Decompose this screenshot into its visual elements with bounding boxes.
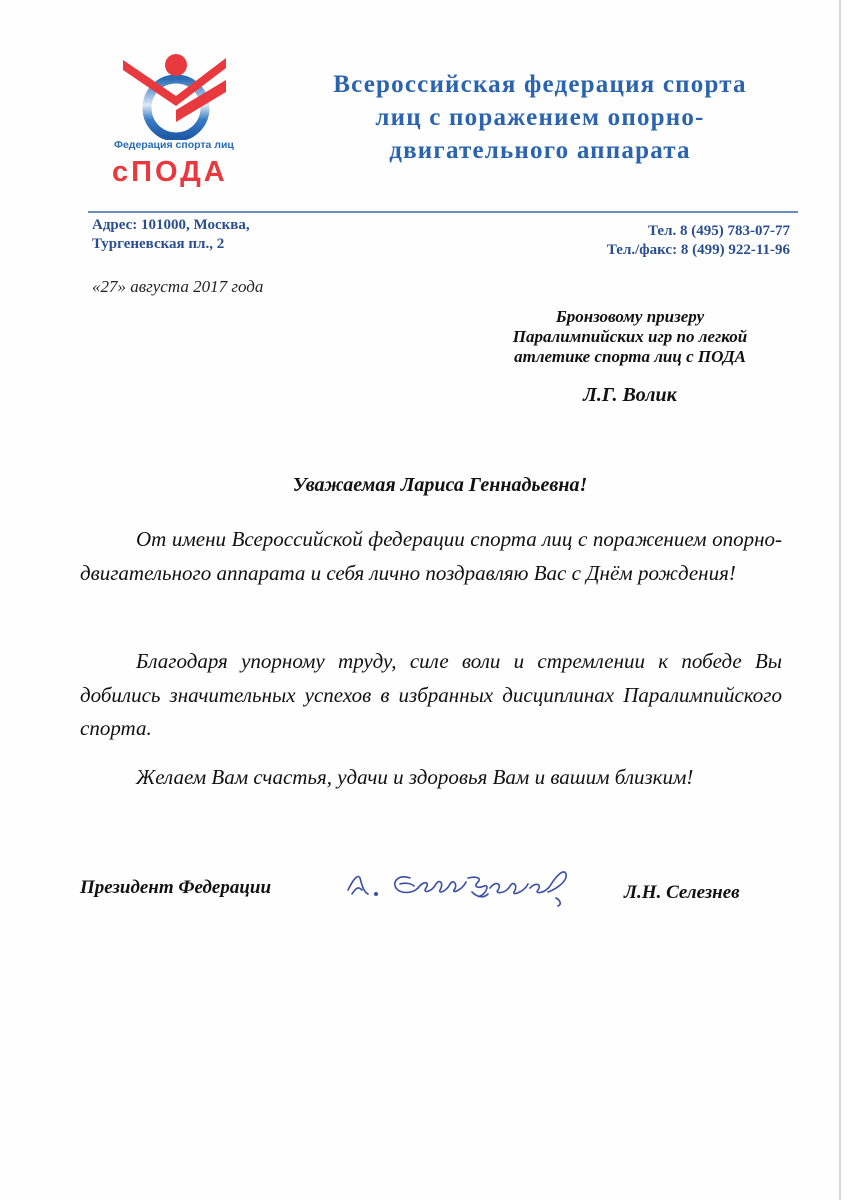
recipient-block [470, 307, 790, 367]
salutation: Уважаемая Лариса Геннадьевна! [292, 474, 588, 496]
federation-logo [108, 48, 258, 193]
phone-block [607, 222, 790, 260]
signatory-title: Президент Федерации [80, 877, 272, 898]
handwritten-signature [340, 864, 600, 919]
logo-brand: сПОДА [112, 156, 228, 188]
scan-edge [839, 0, 841, 1200]
body-paragraph: Благодаря упорному труду, силе воли и стремлении к победе Вы добились значительных успехов в избранных дисциплинах Паралимпийского спорта. [80, 649, 782, 740]
body-paragraph: Желаем Вам счастья, удачи и здоровья Вам и вашим близким! [136, 765, 694, 789]
organization-line: Всероссийская федерация спорта [333, 71, 747, 98]
header-divider [88, 211, 798, 213]
logo-head [165, 54, 187, 76]
recipient-line: Бронзовому призеру [555, 307, 705, 326]
logo-emblem-icon [118, 48, 238, 140]
recipient-line: атлетике спорта лиц с ПОДА [514, 347, 746, 366]
letter-date: «27» августа 2017 года [92, 277, 264, 296]
logo-subtitle: Федерация спорта лиц [114, 139, 234, 151]
organization-line: лиц с поражением опорно- [375, 104, 705, 131]
phone-line: Тел. 8 (495) 783-07-77 [648, 223, 790, 239]
body-paragraph: От имени Всероссийской федерации спорта лиц с поражением опорно-двигательного аппарата и себя лично поздравляю Вас с Днём рождения! [80, 527, 782, 585]
recipient-name: Л.Г. Волик [583, 384, 677, 406]
organization-line: двигательного аппарата [389, 137, 691, 164]
recipient-line: Паралимпийских игр по легкой [512, 327, 748, 346]
fax-line: Тел./факс: 8 (499) 922-11-96 [606, 242, 790, 258]
address-line: Тургеневская пл., 2 [92, 236, 225, 252]
address-block [92, 216, 250, 254]
signatory-name: Л.Н. Селезнев [624, 882, 740, 903]
address-line: Адрес: 101000, Москва, [92, 217, 250, 233]
organization-name [290, 68, 790, 167]
signature-scribble-icon [340, 864, 600, 914]
